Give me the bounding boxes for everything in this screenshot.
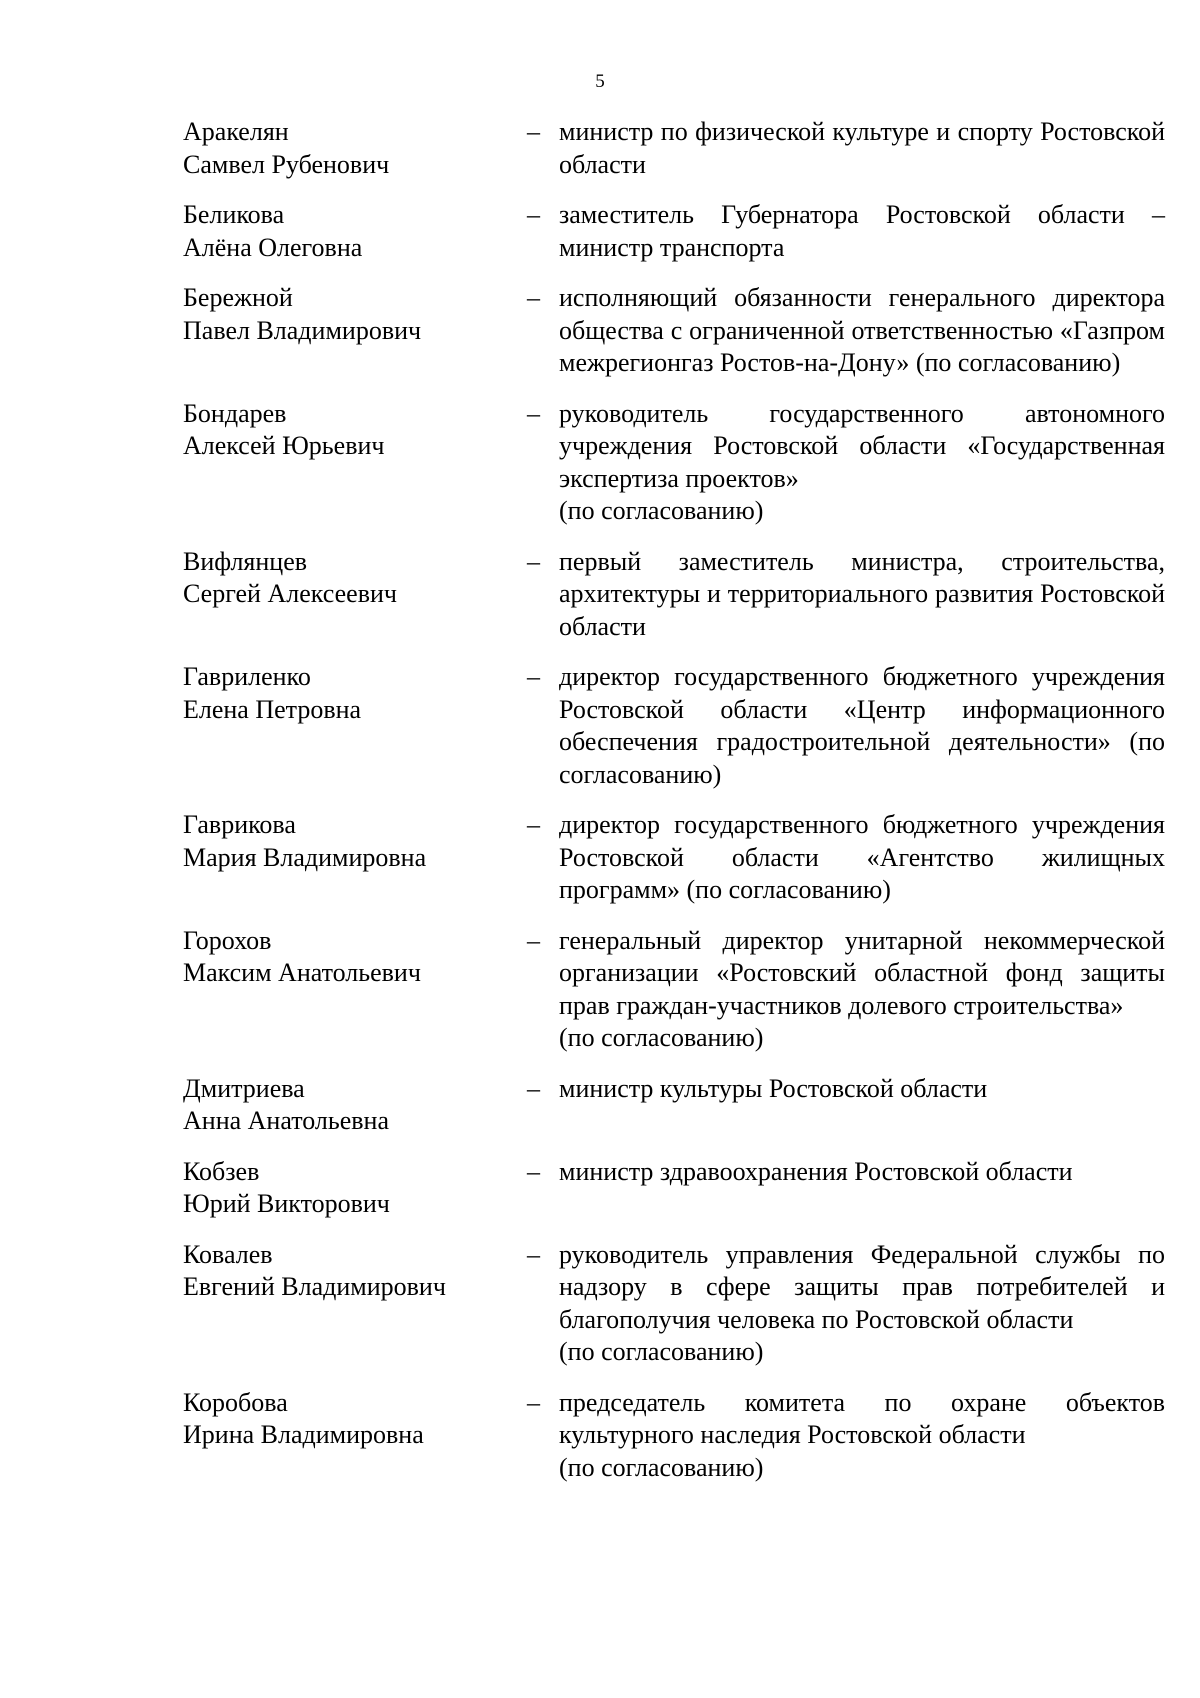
member-name — [183, 1387, 527, 1485]
member-name — [183, 116, 527, 181]
member-name — [183, 1156, 527, 1221]
member-position: генеральный директор унитарной некоммерческой организации «Ростовский областной фонд защиты прав граждан-участников долевого строительства» (по согласованию) — [559, 925, 1165, 1052]
member-entry — [183, 398, 1165, 528]
member-dash: – — [527, 1156, 540, 1186]
member-name — [183, 925, 527, 1055]
member-surname: Бондарев — [183, 398, 287, 428]
member-position: министр по физической культуре и спорту Ростовской области — [559, 117, 1165, 179]
member-entry — [183, 116, 1165, 181]
member-dash: – — [527, 1073, 540, 1103]
member-position: первый заместитель министра, строительства, архитектуры и территориального развития Ростовской области — [559, 546, 1165, 641]
member-given-names: Алёна Олеговна — [183, 232, 363, 262]
member-dash: – — [527, 1387, 540, 1417]
member-given-names: Самвел Рубенович — [183, 149, 390, 179]
member-given-names: Елена Петровна — [183, 694, 362, 724]
member-entry — [183, 546, 1165, 644]
member-name — [183, 1073, 527, 1138]
member-given-names: Максим Анатольевич — [183, 958, 421, 987]
member-position: министр здравоохранения Ростовской области — [559, 1156, 1073, 1186]
member-entry — [183, 661, 1165, 791]
member-surname: Кобзев — [183, 1156, 260, 1186]
member-name — [183, 282, 527, 380]
member-dash: – — [527, 117, 540, 146]
member-position: директор государственного бюджетного учреждения Ростовской области «Агентство жилищных программ» (по согласованию) — [559, 810, 1165, 904]
member-surname: Вифлянцев — [183, 546, 308, 576]
member-dash: – — [527, 662, 540, 691]
member-position: руководитель государственного автономного учреждения Ростовской области «Государственная экспертиза проектов» (по согласованию) — [559, 398, 1165, 525]
member-dash: – — [527, 200, 540, 229]
member-position: исполняющий обязанности генерального директора общества с ограниченной ответственностью «Газпром межрегионгаз Ростов-на-Дону» (по согласованию) — [559, 283, 1165, 377]
member-dash: – — [527, 283, 540, 312]
member-position: директор государственного бюджетного учреждения Ростовской области «Центр информационного обеспечения градостроительной деятельности» (по согласованию) — [559, 662, 1165, 789]
member-given-names: Евгений Владимирович — [183, 1272, 446, 1301]
member-given-names: Сергей Алексеевич — [183, 579, 397, 608]
member-given-names: Мария Владимировна — [183, 842, 427, 872]
members-list — [183, 116, 1165, 1502]
member-position: министр культуры Ростовской области — [559, 1073, 988, 1103]
member-name — [183, 809, 527, 907]
member-given-names: Алексей Юрьевич — [183, 431, 385, 460]
member-name — [183, 1239, 527, 1369]
member-position: председатель комитета по охране объектов культурного наследия Ростовской области (по согласованию) — [559, 1387, 1165, 1482]
member-name — [183, 398, 527, 528]
member-entry — [183, 199, 1165, 264]
member-surname: Беликова — [183, 200, 285, 229]
member-dash: – — [527, 925, 540, 955]
member-surname: Дмитриева — [183, 1073, 305, 1103]
member-surname: Гавриленко — [183, 662, 311, 691]
member-surname: Гаврикова — [183, 810, 296, 839]
member-entry — [183, 282, 1165, 380]
member-dash: – — [527, 810, 540, 839]
member-dash: – — [527, 1239, 540, 1269]
member-dash: – — [527, 398, 540, 428]
member-dash: – — [527, 546, 540, 576]
member-entry — [183, 1387, 1165, 1485]
member-entry — [183, 925, 1165, 1055]
member-name — [183, 199, 527, 264]
member-entry — [183, 809, 1165, 907]
member-entry — [183, 1073, 1165, 1138]
member-surname: Ковалев — [183, 1239, 273, 1269]
member-surname: Аракелян — [183, 117, 289, 146]
member-position: руководитель управления Федеральной службы по надзору в сфере защиты прав потребителей и благополучия человека по Ростовской области (по согласованию) — [559, 1239, 1165, 1366]
member-given-names: Ирина Владимировна — [183, 1420, 424, 1449]
member-name — [183, 661, 527, 791]
page-number: 5 — [595, 71, 605, 92]
member-given-names: Юрий Викторович — [183, 1189, 390, 1218]
member-entry — [183, 1156, 1165, 1221]
member-name — [183, 546, 527, 644]
member-entry — [183, 1239, 1165, 1369]
member-position: заместитель Губернатора Ростовской области – министр транспорта — [559, 200, 1165, 262]
member-surname: Горохов — [183, 925, 272, 955]
member-surname: Бережной — [183, 283, 293, 312]
member-given-names: Павел Владимирович — [183, 315, 422, 345]
member-surname: Коробова — [183, 1387, 288, 1417]
member-given-names: Анна Анатольевна — [183, 1106, 389, 1135]
